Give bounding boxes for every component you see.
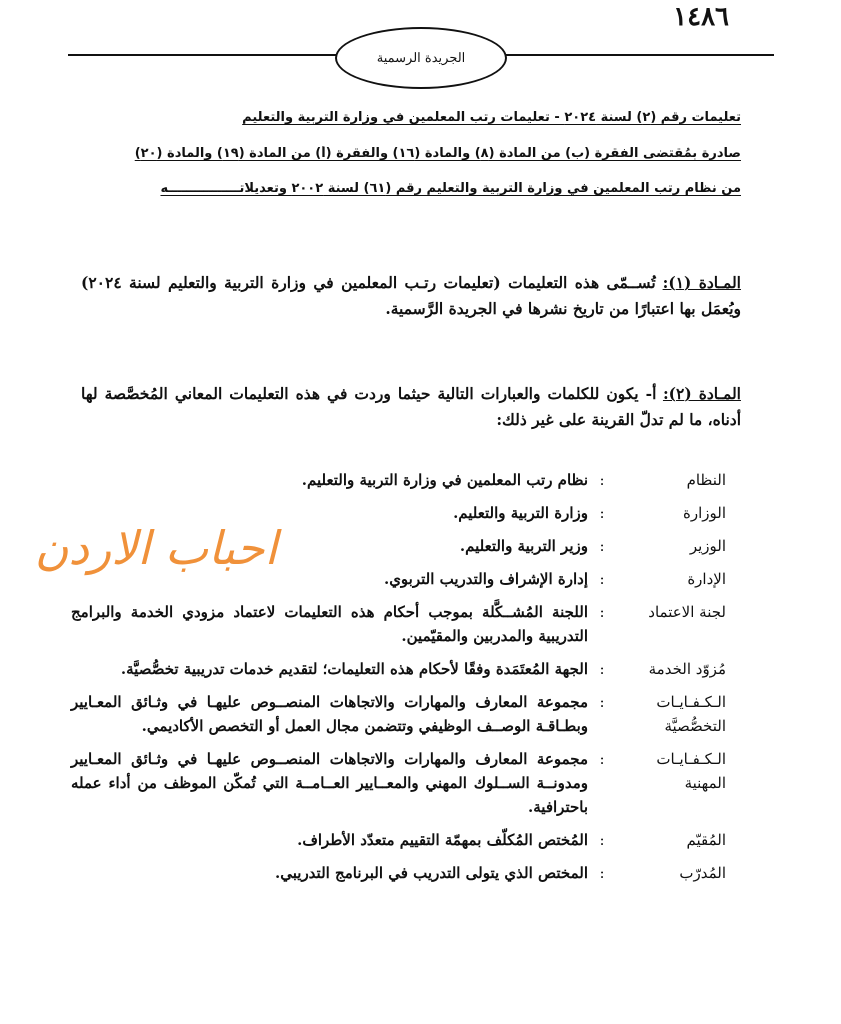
definition-term: النظام	[686, 471, 726, 489]
definition-term: الوزارة	[682, 504, 726, 522]
gazette-emblem	[335, 27, 507, 89]
definition-text: إدارة الإشراف والتدريب التربوي.	[383, 570, 588, 588]
definition-row: الـكـفـايـات التخصُّصيَّة : مجموعة المعارف والمهارات والاتجاهات المنصــوص عليهـا في وثـائق المعـايير وبطـاقـة الوصــف الوظيفي وتتضمن مجال العمل أو التخصص الأكاديمي.	[71, 690, 741, 738]
definition-text: وزارة التربية والتعليم.	[453, 504, 588, 522]
gazette-label: الجريدة الرسمية	[376, 50, 466, 66]
definition-term: مُزوّد الخدمة	[648, 660, 726, 678]
definition-term: الوزير	[689, 537, 726, 555]
definition-text: نظام رتب المعلمين في وزارة التربية والتعليم.	[301, 471, 588, 489]
definition-text: مجموعة المعارف والمهارات والاتجاهات المنصــوص عليهـا في وثـائق المعـايير ومدونــة الســلوك المهني والمعــايير العــامــة التي تُمكّن الموظف من أداء عمله باحترافية.	[71, 750, 588, 816]
title-line-1: تعليمات رقم (٢) لسنة ٢٠٢٤ - تعليمات رتب المعلمين في وزارة التربية والتعليم	[242, 110, 741, 125]
definition-term: الـكـفـايـات المهنية	[656, 750, 726, 792]
definition-term: المُدرّب	[679, 864, 726, 882]
definition-row: الوزارة : وزارة التربية والتعليم.	[71, 501, 741, 525]
definition-term: الـكـفـايـات التخصُّصيَّة	[656, 693, 726, 735]
definition-text: مجموعة المعارف والمهارات والاتجاهات المنصــوص عليهـا في وثـائق المعـايير وبطـاقـة الوصــف الوظيفي وتتضمن مجال العمل أو التخصص الأكاديمي.	[71, 693, 588, 735]
article-2-text: أ- يكون للكلمات والعبارات التالية حيثما وردت في هذه التعليمات المعاني المُخصَّصة لها أدناه، ما لم تدلّ القرينة على غير ذلك:	[81, 384, 741, 429]
definition-row: النظام : نظام رتب المعلمين في وزارة التربية والتعليم.	[71, 468, 741, 492]
definition-row: الـكـفـايـات المهنية : مجموعة المعارف والمهارات والاتجاهات المنصــوص عليهـا في وثـائق المعـايير ومدونــة الســلوك المهني والمعــايير العــامــة التي تُمكّن الموظف من أداء عمله باحترافية.	[71, 747, 741, 819]
title-line-2: صادرة بمُقتضى الفقرة (ب) من المادة (٨) والمادة (١٦) والفقرة (أ) من المادة (١٩) والمادة (٢٠)	[134, 146, 741, 161]
definition-term: المُقيّم	[686, 831, 726, 849]
article-1-text: تُســمّى هذه التعليمات (تعليمات رتـب المعلمين في وزارة التربية والتعليم لسنة ٢٠٢٤) ويُعمَل بها اعتبارًا من تاريخ نشرها في الجريدة الرَّسمية.	[81, 273, 741, 318]
page-number: ١٤٨٦	[673, 2, 729, 32]
definition-row: لجنة الاعتماد : اللجنة المُشــكَّلة بموجب أحكام هذه التعليمات لاعتماد مزودي الخدمة والبرامج التدريبية والمدربين والمقيّمين.	[71, 600, 741, 648]
article-2	[81, 381, 741, 433]
definition-text: المختص الذي يتولى التدريب في البرنامج التدريبي.	[275, 864, 588, 882]
definition-term: الإدارة	[687, 570, 726, 588]
definition-row: المُدرّب : المختص الذي يتولى التدريب في البرنامج التدريبي.	[71, 861, 741, 885]
definition-term: لجنة الاعتماد	[648, 603, 726, 621]
definition-row: مُزوّد الخدمة : الجهة المُعتَمَدة وفقًا لأحكام هذه التعليمات؛ لتقديم خدمات تدريبية تخصُّصيَّة.	[71, 657, 741, 681]
article-1-label: المـادة (١):	[662, 273, 741, 292]
definition-text: وزير التربية والتعليم.	[459, 537, 588, 555]
watermark-text: احباب الاردن	[34, 521, 278, 575]
definition-text: اللجنة المُشــكَّلة بموجب أحكام هذه التعليمات لاعتماد مزودي الخدمة والبرامج التدريبية والمدربين والمقيّمين.	[71, 603, 588, 645]
title-line-3: من نظام رتب المعلمين في وزارة التربية والتعليم رقم (٦١) لسنة ٢٠٠٢ وتعديلاتــــــــــــــــه	[160, 181, 741, 196]
definition-row: الإدارة : إدارة الإشراف والتدريب التربوي.	[71, 567, 741, 591]
handwritten-watermark	[6, 512, 306, 582]
definition-row: المُقيّم : المُختص المُكلّف بمهمّة التقييم متعدّد الأطراف.	[71, 828, 741, 852]
definition-text: المُختص المُكلّف بمهمّة التقييم متعدّد الأطراف.	[297, 831, 588, 849]
definition-row: الوزير : وزير التربية والتعليم.	[71, 534, 741, 558]
definition-text: الجهة المُعتَمَدة وفقًا لأحكام هذه التعليمات؛ لتقديم خدمات تدريبية تخصُّصيَّة.	[120, 660, 588, 678]
article-2-label: المـادة (٢):	[662, 384, 741, 403]
article-1	[81, 270, 741, 322]
